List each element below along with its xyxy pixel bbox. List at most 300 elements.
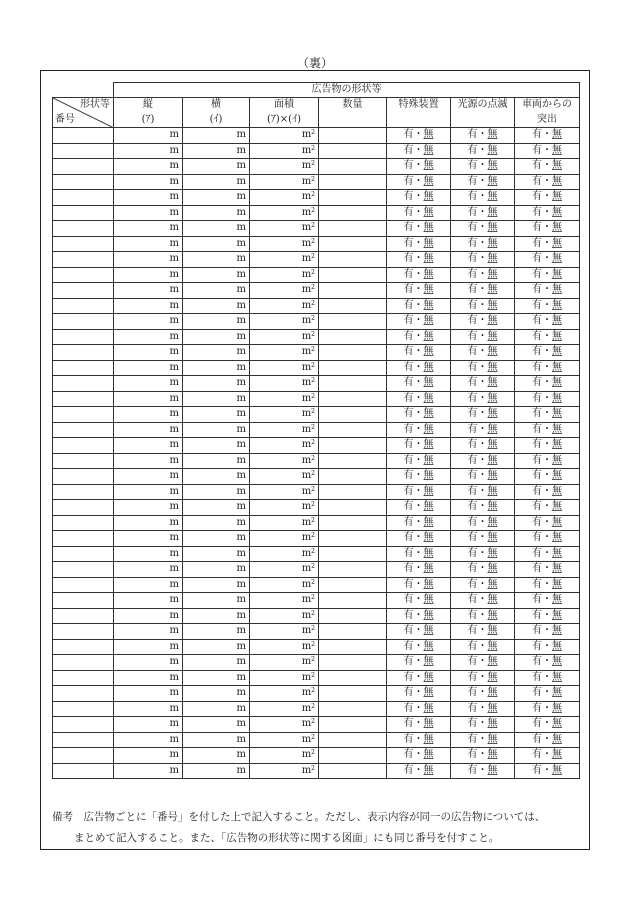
- yes-option[interactable]: 有: [467, 237, 478, 249]
- no-option[interactable]: 無: [552, 702, 562, 714]
- quantity-cell[interactable]: [319, 360, 387, 376]
- no-option[interactable]: 無: [552, 454, 562, 466]
- yes-option[interactable]: 有: [467, 485, 478, 497]
- yes-option[interactable]: 有: [532, 547, 542, 559]
- yes-option[interactable]: 有: [467, 563, 478, 575]
- quantity-cell[interactable]: [319, 376, 387, 392]
- height-cell[interactable]: [114, 686, 183, 702]
- light-blink-cell[interactable]: [451, 143, 515, 159]
- yes-option[interactable]: 有: [467, 454, 478, 466]
- vehicle-protrusion-cell[interactable]: [515, 639, 580, 655]
- yes-option[interactable]: 有: [403, 687, 414, 699]
- width-cell[interactable]: [183, 500, 250, 516]
- no-option[interactable]: 無: [552, 594, 562, 606]
- height-cell[interactable]: [114, 329, 183, 345]
- no-option[interactable]: 無: [423, 656, 434, 668]
- no-option[interactable]: 無: [423, 160, 434, 172]
- height-cell[interactable]: [114, 298, 183, 314]
- vehicle-protrusion-cell[interactable]: [515, 531, 580, 547]
- no-option[interactable]: 無: [423, 175, 434, 187]
- yes-option[interactable]: 有: [532, 687, 542, 699]
- light-blink-cell[interactable]: [451, 593, 515, 609]
- special-device-cell[interactable]: [387, 174, 451, 190]
- special-device-cell[interactable]: [387, 639, 451, 655]
- yes-option[interactable]: 有: [467, 470, 478, 482]
- yes-option[interactable]: 有: [403, 640, 414, 652]
- yes-option[interactable]: 有: [403, 315, 414, 327]
- area-cell[interactable]: [250, 252, 319, 268]
- special-device-cell[interactable]: [387, 469, 451, 485]
- yes-option[interactable]: 有: [467, 284, 478, 296]
- quantity-cell[interactable]: [319, 670, 387, 686]
- area-cell[interactable]: [250, 360, 319, 376]
- vehicle-protrusion-cell[interactable]: [515, 546, 580, 562]
- light-blink-cell[interactable]: [451, 376, 515, 392]
- light-blink-cell[interactable]: [451, 500, 515, 516]
- no-option[interactable]: 無: [552, 361, 562, 373]
- yes-option[interactable]: 有: [532, 144, 542, 156]
- vehicle-protrusion-cell[interactable]: [515, 159, 580, 175]
- quantity-cell[interactable]: [319, 221, 387, 237]
- no-option[interactable]: 無: [552, 501, 562, 513]
- number-cell[interactable]: [53, 221, 114, 237]
- no-option[interactable]: 無: [423, 578, 434, 590]
- light-blink-cell[interactable]: [451, 190, 515, 206]
- no-option[interactable]: 無: [487, 563, 498, 575]
- no-option[interactable]: 無: [552, 625, 562, 637]
- yes-option[interactable]: 有: [532, 640, 542, 652]
- no-option[interactable]: 無: [423, 144, 434, 156]
- no-option[interactable]: 無: [552, 191, 562, 203]
- special-device-cell[interactable]: [387, 484, 451, 500]
- special-device-cell[interactable]: [387, 686, 451, 702]
- width-cell[interactable]: [183, 686, 250, 702]
- yes-option[interactable]: 有: [532, 516, 542, 528]
- yes-option[interactable]: 有: [467, 423, 478, 435]
- number-cell[interactable]: [53, 577, 114, 593]
- width-cell[interactable]: [183, 717, 250, 733]
- special-device-cell[interactable]: [387, 608, 451, 624]
- vehicle-protrusion-cell[interactable]: [515, 469, 580, 485]
- yes-option[interactable]: 有: [467, 718, 478, 730]
- area-cell[interactable]: [250, 608, 319, 624]
- height-cell[interactable]: [114, 655, 183, 671]
- yes-option[interactable]: 有: [403, 253, 414, 265]
- no-option[interactable]: 無: [487, 578, 498, 590]
- special-device-cell[interactable]: [387, 655, 451, 671]
- area-cell[interactable]: [250, 577, 319, 593]
- no-option[interactable]: 無: [552, 516, 562, 528]
- no-option[interactable]: 無: [552, 392, 562, 404]
- area-cell[interactable]: [250, 221, 319, 237]
- yes-option[interactable]: 有: [532, 408, 542, 420]
- special-device-cell[interactable]: [387, 624, 451, 640]
- yes-option[interactable]: 有: [532, 346, 542, 358]
- yes-option[interactable]: 有: [467, 268, 478, 280]
- width-cell[interactable]: [183, 562, 250, 578]
- special-device-cell[interactable]: [387, 748, 451, 764]
- yes-option[interactable]: 有: [403, 222, 414, 234]
- vehicle-protrusion-cell[interactable]: [515, 236, 580, 252]
- height-cell[interactable]: [114, 283, 183, 299]
- quantity-cell[interactable]: [319, 577, 387, 593]
- special-device-cell[interactable]: [387, 717, 451, 733]
- no-option[interactable]: 無: [487, 361, 498, 373]
- special-device-cell[interactable]: [387, 531, 451, 547]
- number-cell[interactable]: [53, 608, 114, 624]
- yes-option[interactable]: 有: [403, 330, 414, 342]
- special-device-cell[interactable]: [387, 376, 451, 392]
- light-blink-cell[interactable]: [451, 422, 515, 438]
- height-cell[interactable]: [114, 639, 183, 655]
- light-blink-cell[interactable]: [451, 686, 515, 702]
- yes-option[interactable]: 有: [467, 315, 478, 327]
- yes-option[interactable]: 有: [403, 532, 414, 544]
- yes-option[interactable]: 有: [403, 129, 414, 141]
- vehicle-protrusion-cell[interactable]: [515, 438, 580, 454]
- yes-option[interactable]: 有: [532, 315, 542, 327]
- light-blink-cell[interactable]: [451, 717, 515, 733]
- no-option[interactable]: 無: [487, 532, 498, 544]
- light-blink-cell[interactable]: [451, 345, 515, 361]
- quantity-cell[interactable]: [319, 546, 387, 562]
- number-cell[interactable]: [53, 329, 114, 345]
- light-blink-cell[interactable]: [451, 608, 515, 624]
- width-cell[interactable]: [183, 763, 250, 779]
- height-cell[interactable]: [114, 562, 183, 578]
- height-cell[interactable]: [114, 763, 183, 779]
- no-option[interactable]: 無: [552, 268, 562, 280]
- no-option[interactable]: 無: [487, 640, 498, 652]
- vehicle-protrusion-cell[interactable]: [515, 484, 580, 500]
- light-blink-cell[interactable]: [451, 360, 515, 376]
- yes-option[interactable]: 有: [403, 547, 414, 559]
- no-option[interactable]: 無: [487, 144, 498, 156]
- height-cell[interactable]: [114, 484, 183, 500]
- area-cell[interactable]: [250, 283, 319, 299]
- height-cell[interactable]: [114, 128, 183, 144]
- no-option[interactable]: 無: [552, 222, 562, 234]
- width-cell[interactable]: [183, 267, 250, 283]
- no-option[interactable]: 無: [552, 346, 562, 358]
- yes-option[interactable]: 有: [467, 377, 478, 389]
- yes-option[interactable]: 有: [467, 702, 478, 714]
- area-cell[interactable]: [250, 701, 319, 717]
- yes-option[interactable]: 有: [532, 625, 542, 637]
- yes-option[interactable]: 有: [532, 454, 542, 466]
- width-cell[interactable]: [183, 376, 250, 392]
- no-option[interactable]: 無: [423, 718, 434, 730]
- special-device-cell[interactable]: [387, 546, 451, 562]
- no-option[interactable]: 無: [423, 563, 434, 575]
- light-blink-cell[interactable]: [451, 159, 515, 175]
- yes-option[interactable]: 有: [467, 408, 478, 420]
- vehicle-protrusion-cell[interactable]: [515, 701, 580, 717]
- no-option[interactable]: 無: [487, 733, 498, 745]
- quantity-cell[interactable]: [319, 236, 387, 252]
- quantity-cell[interactable]: [319, 484, 387, 500]
- yes-option[interactable]: 有: [532, 563, 542, 575]
- quantity-cell[interactable]: [319, 531, 387, 547]
- area-cell[interactable]: [250, 500, 319, 516]
- no-option[interactable]: 無: [423, 222, 434, 234]
- vehicle-protrusion-cell[interactable]: [515, 562, 580, 578]
- width-cell[interactable]: [183, 314, 250, 330]
- yes-option[interactable]: 有: [467, 160, 478, 172]
- no-option[interactable]: 無: [552, 578, 562, 590]
- no-option[interactable]: 無: [487, 175, 498, 187]
- width-cell[interactable]: [183, 190, 250, 206]
- width-cell[interactable]: [183, 438, 250, 454]
- no-option[interactable]: 無: [423, 516, 434, 528]
- yes-option[interactable]: 有: [467, 501, 478, 513]
- width-cell[interactable]: [183, 639, 250, 655]
- yes-option[interactable]: 有: [532, 222, 542, 234]
- yes-option[interactable]: 有: [403, 702, 414, 714]
- number-cell[interactable]: [53, 438, 114, 454]
- area-cell[interactable]: [250, 686, 319, 702]
- yes-option[interactable]: 有: [532, 237, 542, 249]
- width-cell[interactable]: [183, 252, 250, 268]
- no-option[interactable]: 無: [423, 361, 434, 373]
- light-blink-cell[interactable]: [451, 748, 515, 764]
- vehicle-protrusion-cell[interactable]: [515, 577, 580, 593]
- area-cell[interactable]: [250, 376, 319, 392]
- area-cell[interactable]: [250, 391, 319, 407]
- vehicle-protrusion-cell[interactable]: [515, 624, 580, 640]
- width-cell[interactable]: [183, 298, 250, 314]
- number-cell[interactable]: [53, 484, 114, 500]
- no-option[interactable]: 無: [423, 129, 434, 141]
- area-cell[interactable]: [250, 205, 319, 221]
- height-cell[interactable]: [114, 360, 183, 376]
- width-cell[interactable]: [183, 732, 250, 748]
- yes-option[interactable]: 有: [467, 547, 478, 559]
- height-cell[interactable]: [114, 252, 183, 268]
- light-blink-cell[interactable]: [451, 298, 515, 314]
- light-blink-cell[interactable]: [451, 407, 515, 423]
- no-option[interactable]: 無: [423, 594, 434, 606]
- light-blink-cell[interactable]: [451, 252, 515, 268]
- no-option[interactable]: 無: [552, 718, 562, 730]
- yes-option[interactable]: 有: [467, 191, 478, 203]
- special-device-cell[interactable]: [387, 732, 451, 748]
- yes-option[interactable]: 有: [532, 423, 542, 435]
- width-cell[interactable]: [183, 593, 250, 609]
- width-cell[interactable]: [183, 515, 250, 531]
- special-device-cell[interactable]: [387, 360, 451, 376]
- special-device-cell[interactable]: [387, 314, 451, 330]
- no-option[interactable]: 無: [423, 625, 434, 637]
- no-option[interactable]: 無: [552, 733, 562, 745]
- no-option[interactable]: 無: [552, 749, 562, 761]
- special-device-cell[interactable]: [387, 298, 451, 314]
- yes-option[interactable]: 有: [467, 687, 478, 699]
- yes-option[interactable]: 有: [467, 175, 478, 187]
- number-cell[interactable]: [53, 252, 114, 268]
- height-cell[interactable]: [114, 577, 183, 593]
- yes-option[interactable]: 有: [467, 656, 478, 668]
- no-option[interactable]: 無: [552, 563, 562, 575]
- no-option[interactable]: 無: [552, 284, 562, 296]
- area-cell[interactable]: [250, 717, 319, 733]
- vehicle-protrusion-cell[interactable]: [515, 174, 580, 190]
- no-option[interactable]: 無: [423, 470, 434, 482]
- special-device-cell[interactable]: [387, 283, 451, 299]
- yes-option[interactable]: 有: [532, 253, 542, 265]
- yes-option[interactable]: 有: [532, 594, 542, 606]
- special-device-cell[interactable]: [387, 159, 451, 175]
- light-blink-cell[interactable]: [451, 763, 515, 779]
- height-cell[interactable]: [114, 670, 183, 686]
- height-cell[interactable]: [114, 267, 183, 283]
- no-option[interactable]: 無: [552, 299, 562, 311]
- vehicle-protrusion-cell[interactable]: [515, 407, 580, 423]
- quantity-cell[interactable]: [319, 329, 387, 345]
- yes-option[interactable]: 有: [467, 144, 478, 156]
- width-cell[interactable]: [183, 469, 250, 485]
- height-cell[interactable]: [114, 407, 183, 423]
- height-cell[interactable]: [114, 391, 183, 407]
- number-cell[interactable]: [53, 562, 114, 578]
- light-blink-cell[interactable]: [451, 577, 515, 593]
- quantity-cell[interactable]: [319, 407, 387, 423]
- no-option[interactable]: 無: [487, 547, 498, 559]
- quantity-cell[interactable]: [319, 515, 387, 531]
- no-option[interactable]: 無: [552, 687, 562, 699]
- special-device-cell[interactable]: [387, 763, 451, 779]
- yes-option[interactable]: 有: [403, 284, 414, 296]
- vehicle-protrusion-cell[interactable]: [515, 515, 580, 531]
- no-option[interactable]: 無: [423, 206, 434, 218]
- light-blink-cell[interactable]: [451, 267, 515, 283]
- yes-option[interactable]: 有: [403, 656, 414, 668]
- height-cell[interactable]: [114, 608, 183, 624]
- area-cell[interactable]: [250, 763, 319, 779]
- area-cell[interactable]: [250, 732, 319, 748]
- yes-option[interactable]: 有: [403, 563, 414, 575]
- vehicle-protrusion-cell[interactable]: [515, 376, 580, 392]
- quantity-cell[interactable]: [319, 686, 387, 702]
- yes-option[interactable]: 有: [403, 191, 414, 203]
- no-option[interactable]: 無: [552, 764, 562, 776]
- number-cell[interactable]: [53, 143, 114, 159]
- height-cell[interactable]: [114, 515, 183, 531]
- special-device-cell[interactable]: [387, 438, 451, 454]
- no-option[interactable]: 無: [487, 268, 498, 280]
- width-cell[interactable]: [183, 670, 250, 686]
- yes-option[interactable]: 有: [403, 268, 414, 280]
- special-device-cell[interactable]: [387, 267, 451, 283]
- no-option[interactable]: 無: [423, 485, 434, 497]
- no-option[interactable]: 無: [487, 702, 498, 714]
- vehicle-protrusion-cell[interactable]: [515, 252, 580, 268]
- yes-option[interactable]: 有: [403, 764, 414, 776]
- no-option[interactable]: 無: [487, 656, 498, 668]
- width-cell[interactable]: [183, 453, 250, 469]
- no-option[interactable]: 無: [487, 470, 498, 482]
- vehicle-protrusion-cell[interactable]: [515, 717, 580, 733]
- no-option[interactable]: 無: [487, 609, 498, 621]
- no-option[interactable]: 無: [487, 284, 498, 296]
- yes-option[interactable]: 有: [532, 175, 542, 187]
- height-cell[interactable]: [114, 422, 183, 438]
- quantity-cell[interactable]: [319, 422, 387, 438]
- yes-option[interactable]: 有: [532, 470, 542, 482]
- special-device-cell[interactable]: [387, 252, 451, 268]
- width-cell[interactable]: [183, 345, 250, 361]
- no-option[interactable]: 無: [423, 284, 434, 296]
- no-option[interactable]: 無: [487, 454, 498, 466]
- no-option[interactable]: 無: [423, 408, 434, 420]
- no-option[interactable]: 無: [487, 671, 498, 683]
- no-option[interactable]: 無: [487, 253, 498, 265]
- area-cell[interactable]: [250, 174, 319, 190]
- no-option[interactable]: 無: [552, 175, 562, 187]
- height-cell[interactable]: [114, 314, 183, 330]
- number-cell[interactable]: [53, 748, 114, 764]
- quantity-cell[interactable]: [319, 639, 387, 655]
- special-device-cell[interactable]: [387, 143, 451, 159]
- no-option[interactable]: 無: [423, 268, 434, 280]
- area-cell[interactable]: [250, 143, 319, 159]
- no-option[interactable]: 無: [552, 129, 562, 141]
- height-cell[interactable]: [114, 190, 183, 206]
- width-cell[interactable]: [183, 360, 250, 376]
- area-cell[interactable]: [250, 562, 319, 578]
- light-blink-cell[interactable]: [451, 670, 515, 686]
- no-option[interactable]: 無: [423, 346, 434, 358]
- no-option[interactable]: 無: [423, 640, 434, 652]
- yes-option[interactable]: 有: [532, 764, 542, 776]
- no-option[interactable]: 無: [487, 423, 498, 435]
- no-option[interactable]: 無: [423, 315, 434, 327]
- special-device-cell[interactable]: [387, 577, 451, 593]
- height-cell[interactable]: [114, 500, 183, 516]
- width-cell[interactable]: [183, 577, 250, 593]
- width-cell[interactable]: [183, 407, 250, 423]
- height-cell[interactable]: [114, 438, 183, 454]
- width-cell[interactable]: [183, 484, 250, 500]
- vehicle-protrusion-cell[interactable]: [515, 221, 580, 237]
- area-cell[interactable]: [250, 484, 319, 500]
- yes-option[interactable]: 有: [532, 330, 542, 342]
- no-option[interactable]: 無: [487, 315, 498, 327]
- area-cell[interactable]: [250, 422, 319, 438]
- special-device-cell[interactable]: [387, 190, 451, 206]
- vehicle-protrusion-cell[interactable]: [515, 329, 580, 345]
- vehicle-protrusion-cell[interactable]: [515, 453, 580, 469]
- number-cell[interactable]: [53, 701, 114, 717]
- number-cell[interactable]: [53, 670, 114, 686]
- no-option[interactable]: 無: [487, 625, 498, 637]
- yes-option[interactable]: 有: [403, 346, 414, 358]
- vehicle-protrusion-cell[interactable]: [515, 298, 580, 314]
- no-option[interactable]: 無: [423, 377, 434, 389]
- no-option[interactable]: 無: [423, 330, 434, 342]
- height-cell[interactable]: [114, 453, 183, 469]
- width-cell[interactable]: [183, 205, 250, 221]
- special-device-cell[interactable]: [387, 593, 451, 609]
- width-cell[interactable]: [183, 608, 250, 624]
- width-cell[interactable]: [183, 701, 250, 717]
- height-cell[interactable]: [114, 748, 183, 764]
- quantity-cell[interactable]: [319, 701, 387, 717]
- no-option[interactable]: 無: [487, 330, 498, 342]
- quantity-cell[interactable]: [319, 608, 387, 624]
- no-option[interactable]: 無: [552, 423, 562, 435]
- width-cell[interactable]: [183, 221, 250, 237]
